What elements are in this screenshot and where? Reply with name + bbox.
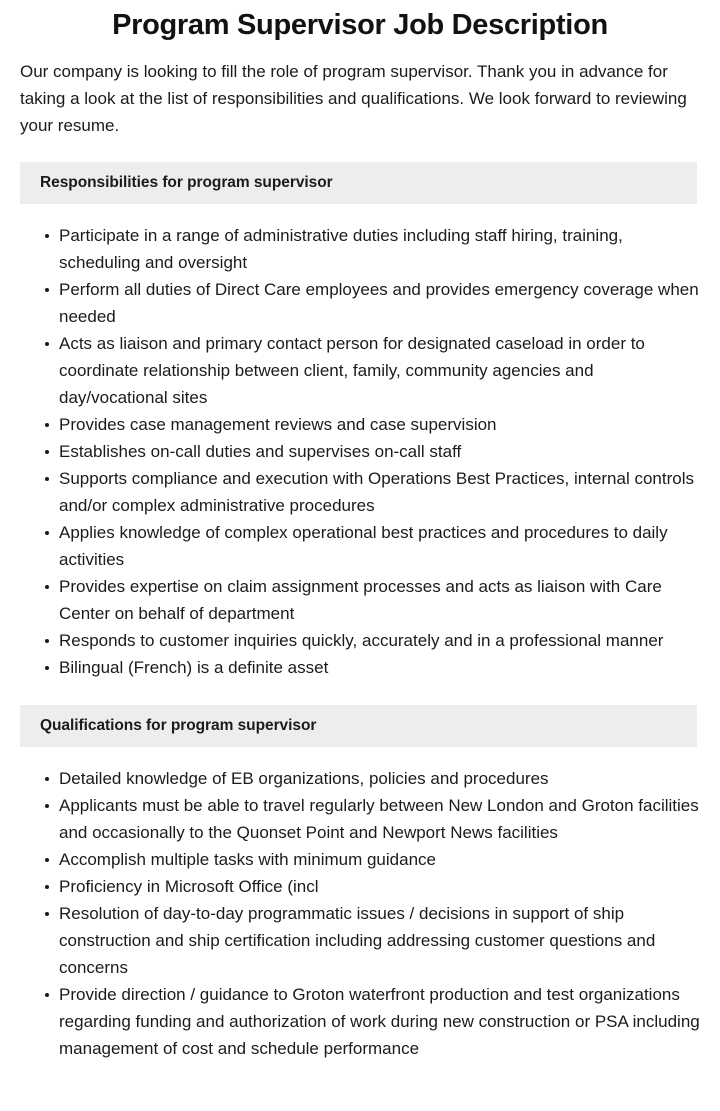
section-heading-label: Qualifications for program supervisor: [40, 717, 317, 734]
responsibilities-list: [0, 222, 720, 681]
section-header-responsibilities: [20, 162, 697, 204]
list-item: Establishes on-call duties and supervises on-call staff: [45, 438, 702, 465]
list-item: Applies knowledge of complex operational best practices and procedures to daily activities: [45, 519, 702, 573]
intro-paragraph: Our company is looking to fill the role of program supervisor. Thank you in advance for taking a look at the list of responsibilities and qualifications. We look forward to reviewing your resume.: [20, 62, 687, 135]
list-item: Bilingual (French) is a definite asset: [45, 654, 702, 681]
section-heading-label: Responsibilities for program supervisor: [40, 174, 333, 191]
list-item: Accomplish multiple tasks with minimum guidance: [45, 846, 702, 873]
list-item: Provide direction / guidance to Groton waterfront production and test organizations regarding funding and authorization of work during new construction or PSA including management of cost and schedule performance: [45, 981, 702, 1062]
section-responsibilities: [0, 162, 720, 681]
qualifications-list: [0, 765, 720, 1062]
list-item: Applicants must be able to travel regularly between New London and Groton facilities and occasionally to the Quonset Point and Newport News facilities: [45, 792, 702, 846]
section-header-qualifications: [20, 705, 697, 747]
list-item: Participate in a range of administrative duties including staff hiring, training, scheduling and oversight: [45, 222, 702, 276]
list-item: Responds to customer inquiries quickly, accurately and in a professional manner: [45, 627, 702, 654]
list-item: Acts as liaison and primary contact person for designated caseload in order to coordinate relationship between client, family, community agencies and day/vocational sites: [45, 330, 702, 411]
list-item: Perform all duties of Direct Care employees and provides emergency coverage when needed: [45, 276, 702, 330]
list-item: Provides expertise on claim assignment processes and acts as liaison with Care Center on behalf of department: [45, 573, 702, 627]
list-item: Supports compliance and execution with Operations Best Practices, internal controls and/or complex administrative procedures: [45, 465, 702, 519]
list-item: Resolution of day-to-day programmatic issues / decisions in support of ship construction and ship certification including addressing customer questions and concerns: [45, 900, 702, 981]
list-item: Provides case management reviews and case supervision: [45, 411, 702, 438]
list-item: Detailed knowledge of EB organizations, policies and procedures: [45, 765, 702, 792]
list-item: Proficiency in Microsoft Office (incl: [45, 873, 702, 900]
page-title: Program Supervisor Job Description: [112, 9, 608, 41]
section-qualifications: [0, 705, 720, 1062]
